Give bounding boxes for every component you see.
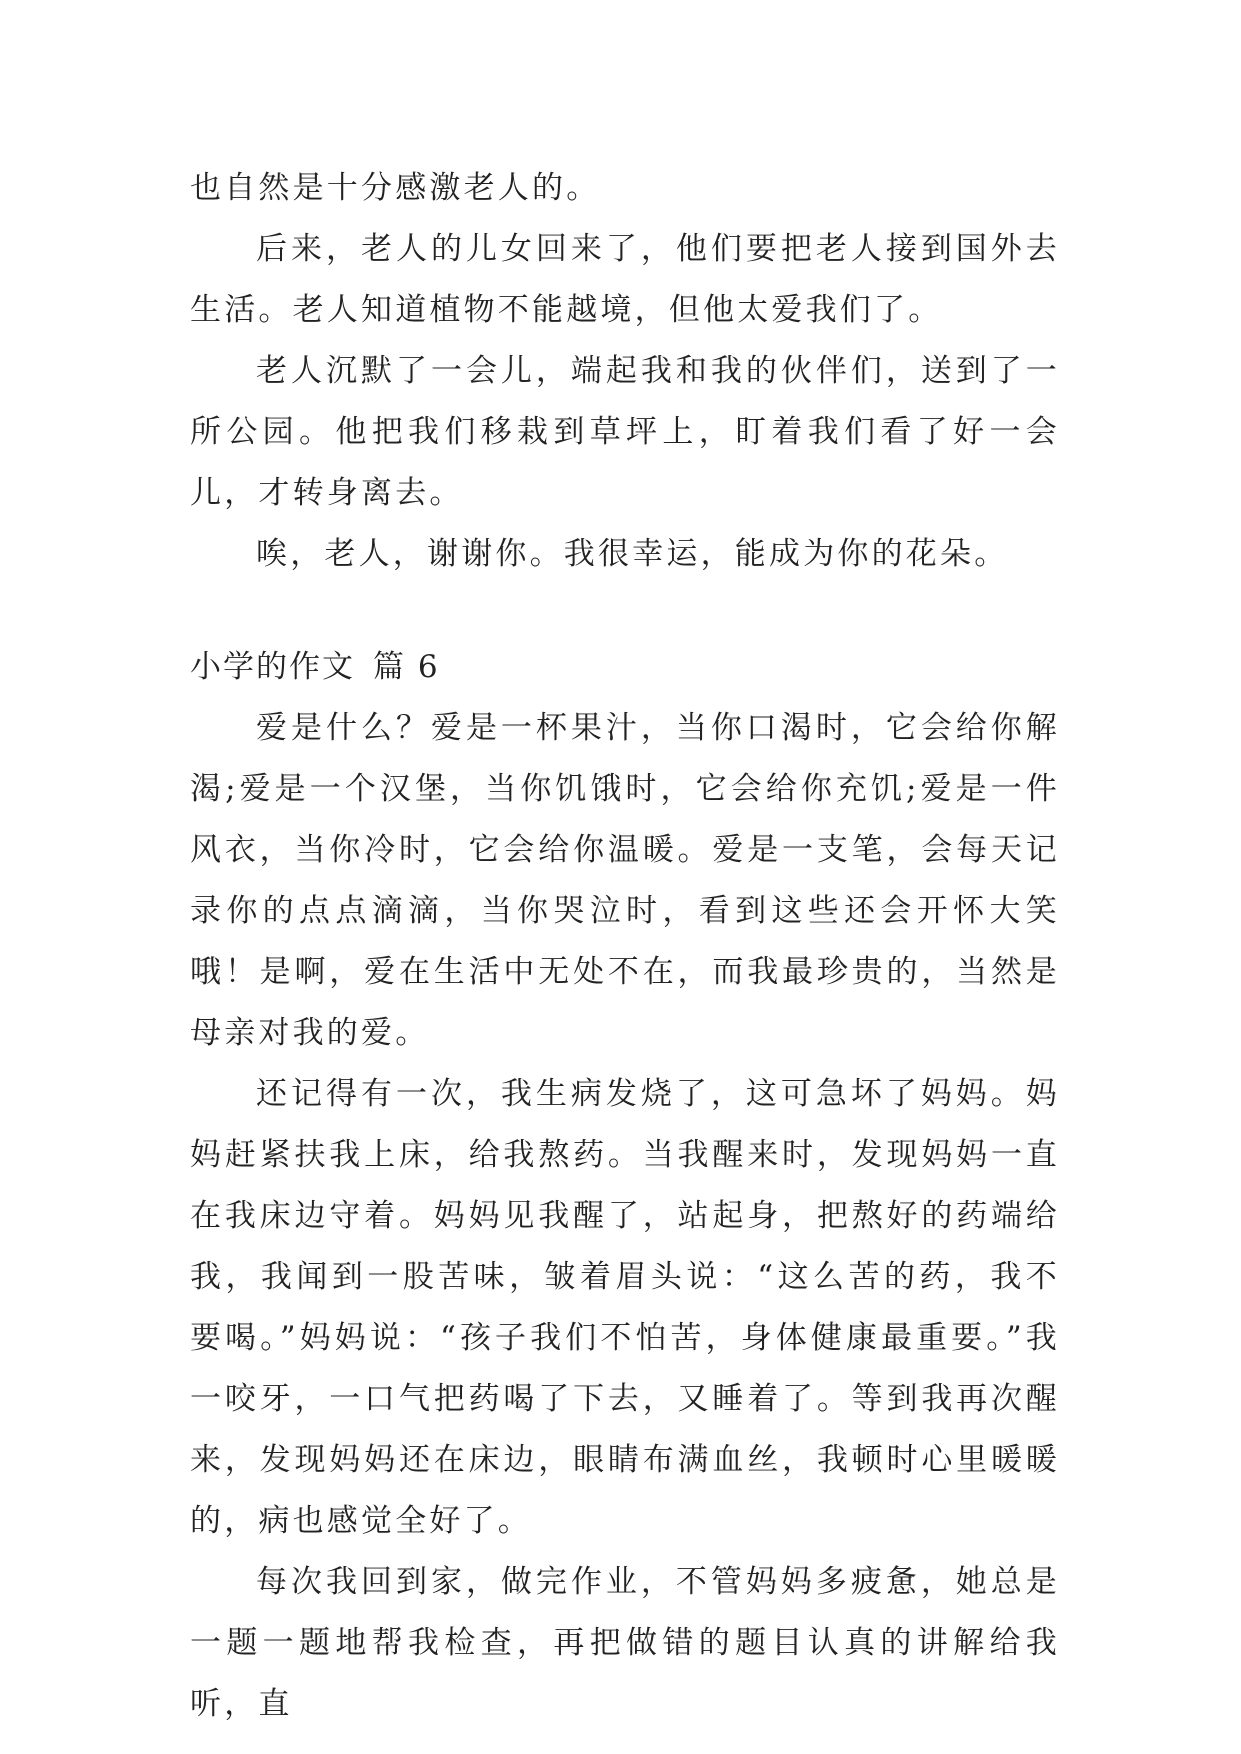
paragraph-1: 也自然是十分感激老人的。 (190, 170, 601, 206)
section-title-label: 小学的作文 (190, 649, 355, 685)
paragraph-7: 每次我回到家，做完作业，不管妈妈多疲惫，她总是一题一题地帮我检查，再把做错的题目认真的讲解给我听，直 (190, 1564, 1060, 1722)
paragraph-5: 爱是什么？爱是一杯果汁，当你口渴时，它会给你解渴;爱是一个汉堡，当你饥饿时，它会给你充饥;爱是一件风衣，当你冷时，它会给你温暖。爱是一支笔，会每天记录你的点点滴滴，当你哭泣时，看到这些还会开怀大笑哦！是啊，爱在生活中无处不在，而我最珍贵的，当然是母亲对我的爱。 (190, 710, 1060, 1051)
paragraph-4: 唉，老人，谢谢你。我很幸运，能成为你的花朵。 (256, 536, 1009, 572)
paragraph-6: 还记得有一次，我生病发烧了，这可急坏了妈妈。妈妈赶紧扶我上床，给我熬药。当我醒来时，发现妈妈一直在我床边守着。妈妈见我醒了，站起身，把熬好的药端给我，我闻到一股苦味，皱着眉头说：“这么苦的药，我不要喝。”妈妈说：“孩子我们不怕苦，身体健康最重要。”我一咬牙，一口气把药喝了下去，又睡着了。等到我再次醒来，发现妈妈还在床边，眼睛布满血丝，我顿时心里暖暖的，病也感觉全好了。 (190, 1076, 1060, 1539)
text-column (190, 158, 1060, 1735)
paragraph-2: 后来，老人的儿女回来了，他们要把老人接到国外去生活。老人知道植物不能越境，但他太爱我们了。 (190, 231, 1060, 328)
section-title-number: 篇 6 (373, 649, 440, 685)
section-title (190, 637, 1060, 698)
paragraph-3: 老人沉默了一会儿，端起我和我的伙伴们，送到了一所公园。他把我们移栽到草坪上，盯着我们看了好一会儿，才转身离去。 (190, 353, 1060, 511)
